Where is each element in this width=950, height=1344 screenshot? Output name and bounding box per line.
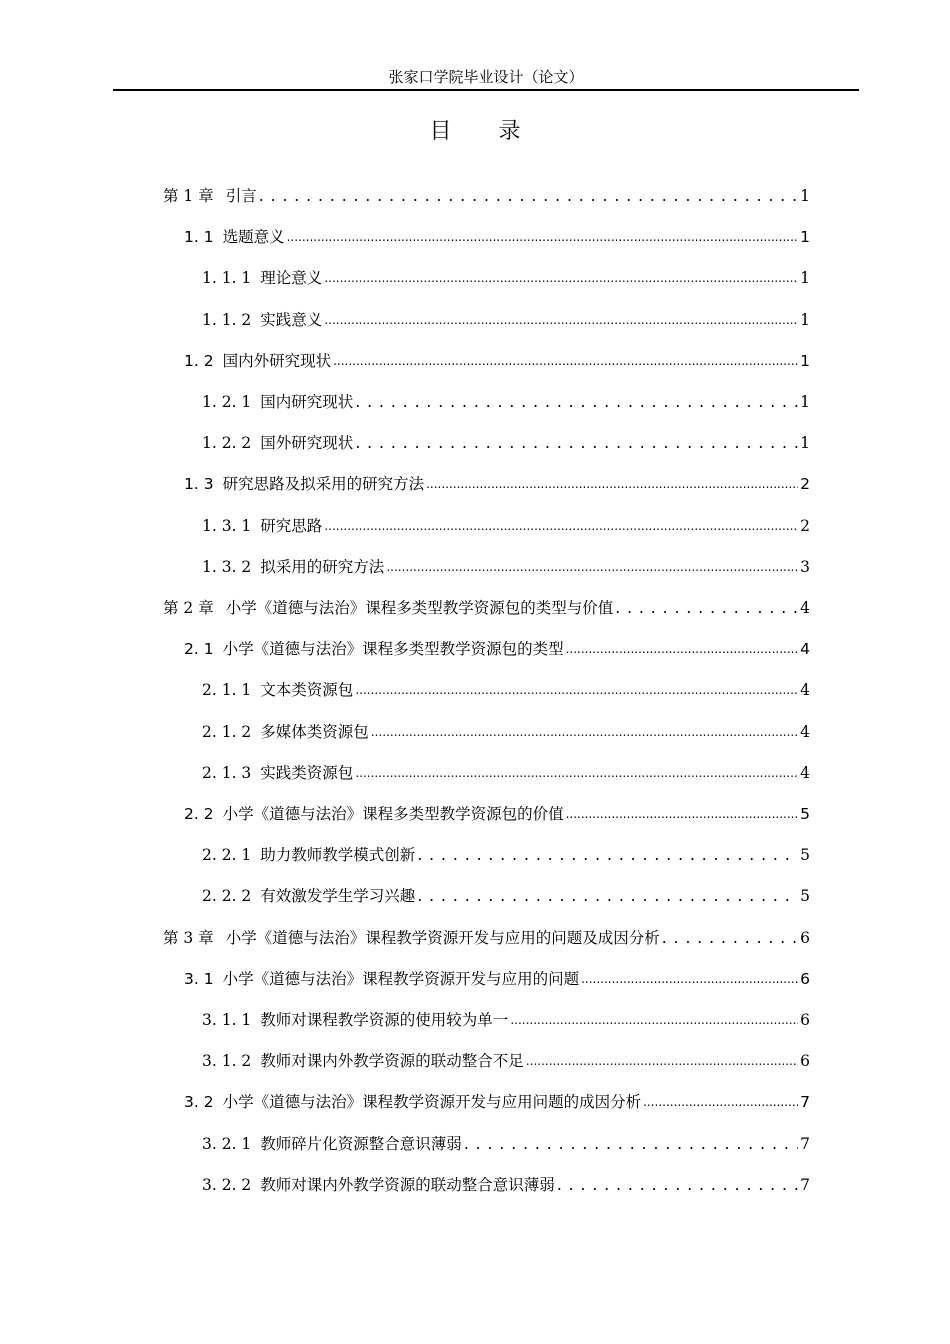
toc-entry-number: 2. 1. 3	[202, 763, 252, 782]
toc-dot-leader	[386, 552, 798, 581]
toc-entry-title: 理论意义	[260, 269, 323, 288]
toc-entry-page: 7	[800, 1175, 810, 1194]
toc-entry-number: 1. 2. 2	[202, 434, 252, 453]
toc-entry-number: 2. 1. 2	[202, 722, 252, 741]
toc-dot-leader	[333, 346, 798, 375]
toc-entry[interactable]	[184, 1088, 810, 1116]
toc-entry-number: 2. 1	[184, 640, 214, 659]
toc-dot-leader	[557, 1171, 798, 1199]
toc-entry-page: 6	[800, 969, 810, 988]
toc-dot-leader	[355, 675, 798, 704]
header-rule	[113, 89, 859, 91]
toc-entry[interactable]	[184, 965, 810, 993]
toc-entry-page: 6	[800, 928, 810, 947]
toc-entry[interactable]	[184, 470, 810, 498]
toc-entry-number: 1. 2. 1	[202, 393, 252, 411]
toc-entry[interactable]	[163, 924, 810, 952]
toc-entry[interactable]	[163, 594, 810, 622]
toc-entry-page: 1	[800, 351, 810, 370]
toc-entry-page: 4	[800, 681, 810, 700]
page-header: 张家口学院毕业设计（论文）	[388, 68, 584, 86]
toc-entry-title: 研究思路	[260, 516, 323, 535]
toc-entry-page: 2	[800, 516, 810, 535]
toc-entry-page: 7	[800, 1134, 810, 1153]
toc-dot-leader	[324, 263, 798, 292]
toc-entry[interactable]	[202, 512, 810, 540]
toc-entry-title: 小学《道德与法治》课程多类型教学资源包的类型	[222, 640, 564, 659]
toc-entry-number: 3. 1. 2	[202, 1052, 252, 1071]
toc-dot-leader	[662, 924, 798, 952]
toc-entry-title: 有效激发学生学习兴趣	[260, 887, 416, 906]
toc-entry-number: 1. 1	[184, 228, 214, 247]
toc-dot-leader	[371, 717, 798, 746]
toc-dot-leader	[566, 799, 799, 828]
toc-entry-title: 教师对课程教学资源的使用较为单一	[260, 1011, 509, 1029]
toc-entry-title: 拟采用的研究方法	[260, 557, 385, 576]
toc-entry-page: 4	[800, 722, 810, 741]
toc-entry-number: 1. 3. 1	[202, 516, 252, 535]
toc-entry[interactable]	[202, 1171, 810, 1199]
toc-entry-page: 7	[800, 1093, 810, 1112]
toc-entry-number: 2. 2. 2	[202, 887, 252, 906]
toc-entry-page: 1	[800, 393, 810, 411]
toc-entry-title: 小学《道德与法治》课程教学资源开发与应用的问题	[222, 969, 580, 988]
toc-entry-title: 教师对课内外教学资源的联动整合不足	[260, 1052, 524, 1071]
toc-entry-page: 6	[800, 1052, 810, 1071]
toc-entry-title: 国内外研究现状	[222, 351, 332, 370]
toc-entry-page: 5	[800, 805, 810, 823]
toc-dot-leader	[355, 758, 798, 787]
toc-entry-title: 小学《道德与法治》课程多类型教学资源包的类型与价值	[225, 599, 614, 617]
toc-entry-number: 2. 2	[184, 805, 214, 823]
toc-entry-number: 1. 1. 1	[202, 269, 252, 288]
toc-entry[interactable]	[202, 759, 810, 787]
toc-entry[interactable]	[202, 1047, 810, 1075]
toc-entry-page: 4	[800, 763, 810, 782]
toc-entry-page: 4	[800, 599, 810, 617]
toc-entry-title: 小学《道德与法治》课程教学资源开发与应用问题的成因分析	[222, 1093, 642, 1112]
toc-entry-title: 选题意义	[222, 228, 285, 247]
toc-entry-number: 3. 1	[184, 969, 214, 988]
toc-entry-page: 2	[800, 475, 810, 494]
toc-entry-number: 2. 2. 1	[202, 846, 252, 865]
toc-entry-number: 3. 2	[184, 1093, 214, 1112]
toc-entry-page: 1	[800, 187, 810, 205]
toc-entry[interactable]	[202, 676, 810, 704]
toc-entry-title: 教师对课内外教学资源的联动整合意识薄弱	[260, 1175, 555, 1194]
toc-entry-number: 第 1 章	[163, 187, 214, 205]
toc-entry-page: 6	[800, 1011, 810, 1029]
toc-entry-title: 国外研究现状	[260, 434, 354, 453]
toc-entry[interactable]	[202, 553, 810, 581]
toc-dot-leader	[426, 469, 798, 498]
toc-entry-number: 1. 3. 2	[202, 557, 252, 576]
toc-dot-leader	[643, 1087, 798, 1116]
toc-entry-page: 1	[800, 269, 810, 288]
toc-entry[interactable]	[184, 223, 810, 251]
toc-dot-leader	[566, 634, 799, 663]
toc-entry[interactable]	[163, 182, 810, 210]
toc-dot-leader	[615, 594, 798, 622]
toc-entry-title: 教师碎片化资源整合意识薄弱	[260, 1134, 462, 1153]
toc-entry-title: 国内研究现状	[260, 393, 354, 411]
toc-dot-leader	[464, 1130, 798, 1158]
toc-entry[interactable]	[202, 306, 810, 334]
toc-title: 目 录	[429, 119, 541, 144]
toc-entry-title: 助力教师教学模式创新	[260, 846, 416, 865]
toc-entry-page: 5	[800, 846, 810, 865]
toc-entry-title: 小学《道德与法治》课程多类型教学资源包的价值	[222, 805, 564, 823]
toc-dot-leader	[510, 1005, 798, 1034]
toc-dot-leader	[417, 841, 798, 869]
toc-entry-title: 引言	[225, 187, 257, 205]
toc-entry-number: 2. 1. 1	[202, 681, 252, 700]
toc-entry-number: 第 3 章	[163, 928, 214, 947]
toc-entry[interactable]	[202, 718, 810, 746]
toc-entry[interactable]	[202, 1130, 810, 1158]
toc-dot-leader	[417, 882, 798, 910]
toc-entry[interactable]	[202, 388, 810, 416]
toc-entry-title: 实践意义	[260, 310, 323, 329]
toc-dot-leader	[581, 964, 798, 993]
toc-entry[interactable]	[202, 429, 810, 457]
toc-entry-title: 实践类资源包	[260, 763, 354, 782]
toc-entry-title: 多媒体类资源包	[260, 722, 369, 741]
toc-entry-number: 1. 2	[184, 351, 214, 370]
toc-entry-page: 1	[800, 228, 810, 247]
toc-entry-page: 4	[800, 640, 810, 659]
toc-entry-title: 文本类资源包	[260, 681, 354, 700]
toc-entry-number: 第 2 章	[163, 599, 214, 617]
toc-entry-title: 研究思路及拟采用的研究方法	[222, 475, 425, 494]
toc-dot-leader	[259, 182, 798, 210]
toc-entry[interactable]	[202, 882, 810, 910]
toc-entry[interactable]	[202, 1006, 810, 1034]
toc-entry-title: 小学《道德与法治》课程教学资源开发与应用的问题及成因分析	[225, 928, 660, 947]
toc-entry-number: 1. 1. 2	[202, 310, 252, 329]
toc-entry[interactable]	[202, 841, 810, 869]
toc-entry[interactable]	[202, 264, 810, 292]
toc-entry-number: 1. 3	[184, 475, 214, 494]
toc-entry-page: 1	[800, 434, 810, 453]
toc-dot-leader	[355, 388, 798, 416]
toc-dot-leader	[324, 511, 798, 540]
toc-entry[interactable]	[184, 800, 810, 828]
toc-entry[interactable]	[184, 347, 810, 375]
toc-dot-leader	[324, 305, 798, 334]
toc-dot-leader	[287, 222, 799, 251]
toc-entry-number: 3. 2. 2	[202, 1175, 252, 1194]
toc-dot-leader	[355, 429, 798, 457]
toc-dot-leader	[526, 1046, 798, 1075]
toc-entry-page: 3	[800, 557, 810, 576]
toc-entry[interactable]	[184, 635, 810, 663]
toc-entry-page: 5	[800, 887, 810, 906]
toc-entry-number: 3. 1. 1	[202, 1011, 252, 1029]
toc-entry-number: 3. 2. 1	[202, 1134, 252, 1153]
toc-entry-page: 1	[800, 310, 810, 329]
